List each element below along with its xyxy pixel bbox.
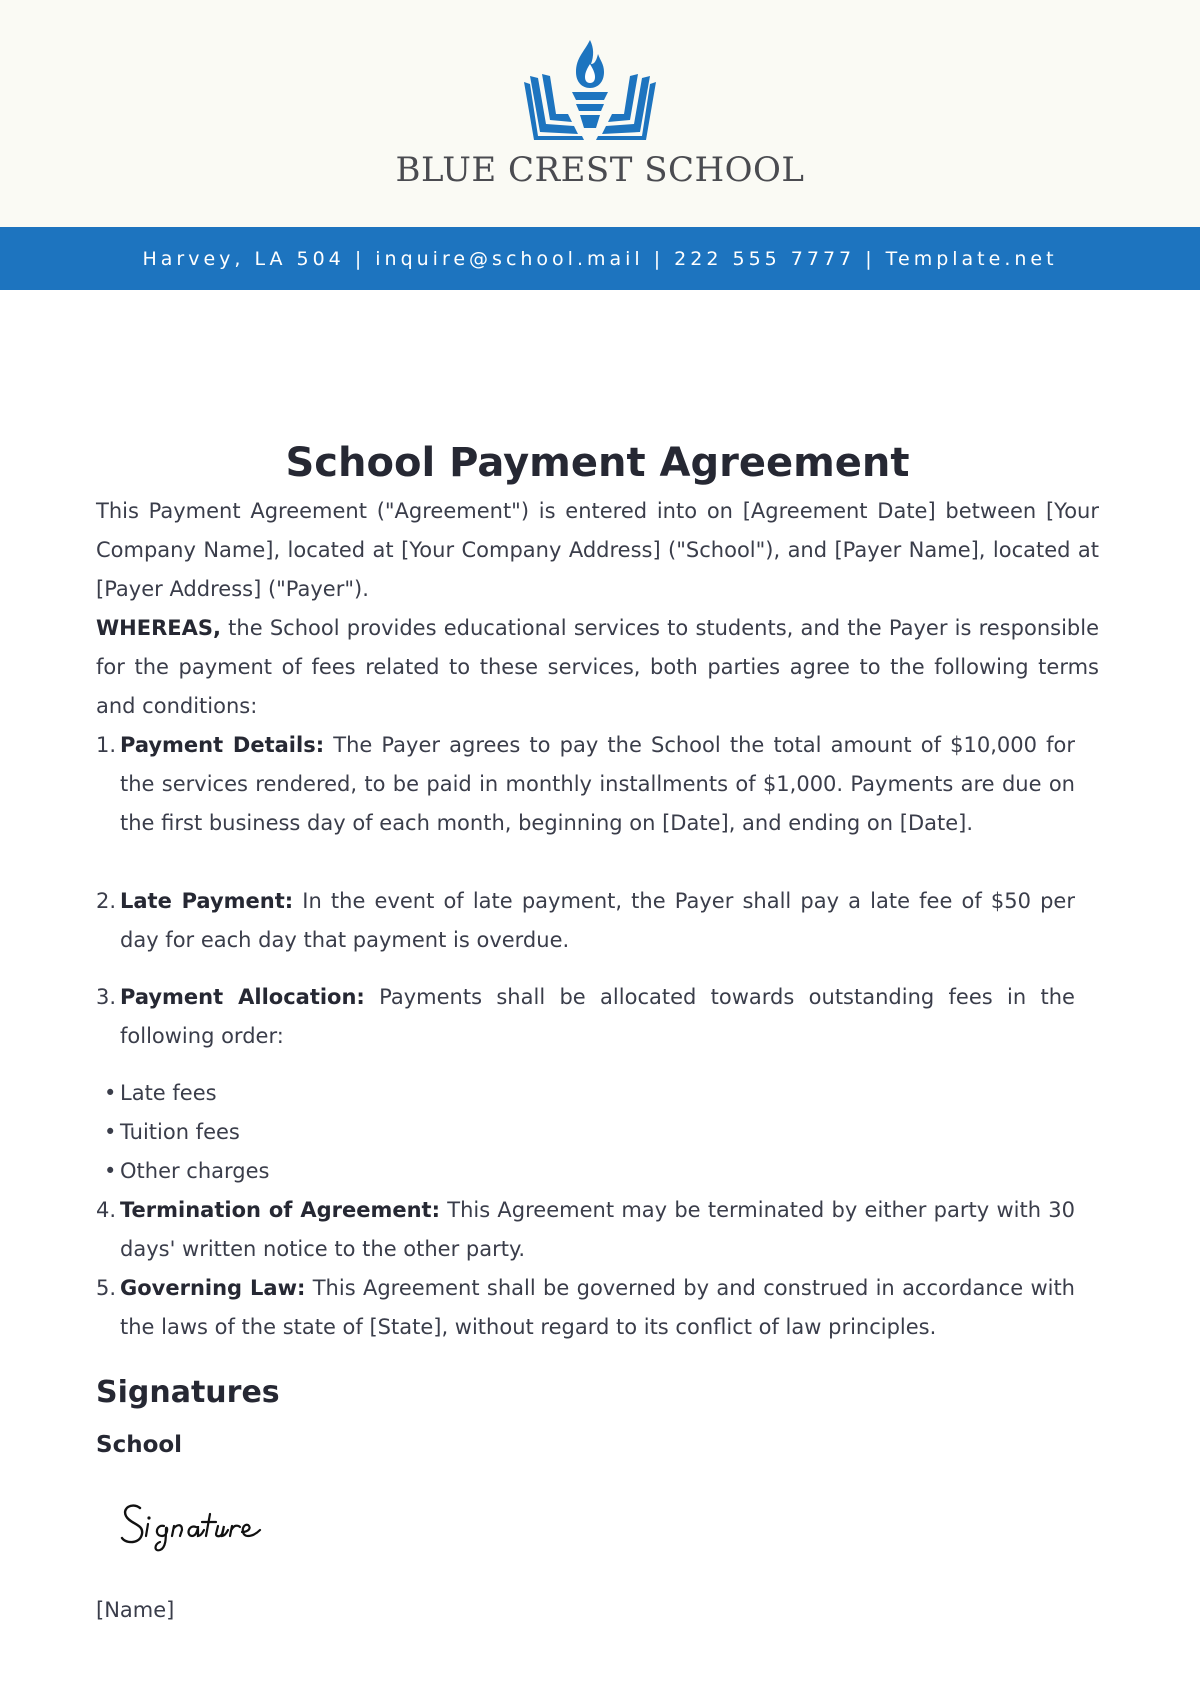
term-number: 1. — [96, 733, 117, 757]
signatures-heading: Signatures — [96, 1375, 280, 1410]
signature-party: School — [96, 1432, 183, 1458]
term-label: Termination of Agreement: — [120, 1198, 440, 1222]
list-item — [96, 1152, 1099, 1191]
allocation-list — [96, 1074, 1099, 1191]
whereas-text: the School provides educational services to students, and the Payer is responsible for the payment of fees related to these services, both parties agree to the following terms and conditions: — [96, 616, 1099, 718]
term-label: Payment Allocation: — [120, 985, 365, 1009]
term-number: 3. — [96, 985, 117, 1009]
school-name: BLUE CREST SCHOOL — [395, 150, 805, 190]
terms-list — [96, 726, 1099, 1056]
term-item — [96, 726, 1099, 843]
term-item — [96, 1191, 1099, 1269]
allocation-item: Other charges — [120, 1159, 270, 1183]
bullet-icon: • — [104, 1120, 117, 1144]
book-torch-icon — [518, 34, 662, 146]
terms-list-continued — [96, 1191, 1099, 1347]
term-item — [96, 1269, 1099, 1347]
allocation-item: Tuition fees — [120, 1120, 240, 1144]
bullet-icon: • — [104, 1159, 117, 1183]
handwritten-signature — [118, 1494, 288, 1554]
list-item — [96, 1113, 1099, 1152]
term-label: Payment Details: — [120, 733, 325, 757]
term-number: 4. — [96, 1198, 117, 1222]
term-text: In the event of late payment, the Payer shall pay a late fee of $50 per day for each day that payment is overdue. — [120, 889, 1075, 952]
term-item — [96, 882, 1099, 960]
term-label: Governing Law: — [120, 1276, 306, 1300]
letterhead — [0, 0, 1200, 227]
contact-info: Harvey, LA 504 | inquire@school.mail | 222 555 7777 | Template.net — [142, 247, 1058, 270]
term-text: This Agreement may be terminated by either party with 30 days' written notice to the other party. — [120, 1198, 1075, 1261]
term-number: 2. — [96, 889, 117, 913]
term-number: 5. — [96, 1276, 117, 1300]
term-text: Payments shall be allocated towards outstanding fees in the following order: — [120, 985, 1075, 1048]
bullet-icon: • — [104, 1081, 117, 1105]
contact-bar — [0, 227, 1200, 290]
document-body — [96, 440, 1099, 1622]
term-item — [96, 978, 1099, 1056]
whereas-paragraph — [96, 609, 1099, 726]
allocation-item: Late fees — [120, 1081, 217, 1105]
term-text: The Payer agrees to pay the School the total amount of $10,000 for the services rendered, to be paid in monthly installments of $1,000. Payments are due on the first business day of each month, beginning on [Date], and ending on [Date]. — [120, 733, 1075, 835]
signer-name: [Name] — [96, 1598, 175, 1622]
term-text: This Agreement shall be governed by and construed in accordance with the laws of the state of [State], without regard to its conflict of law principles. — [120, 1276, 1075, 1339]
list-item — [96, 1074, 1099, 1113]
term-label: Late Payment: — [120, 889, 294, 913]
whereas-label: WHEREAS, — [96, 616, 221, 640]
intro-paragraph: This Payment Agreement ("Agreement") is entered into on [Agreement Date] between [Your Company Name], located at [Your Company Address] ("School"), and [Payer Name], located at [Payer Address] ("Payer"). — [96, 499, 1099, 601]
page-title: School Payment Agreement — [285, 440, 910, 486]
